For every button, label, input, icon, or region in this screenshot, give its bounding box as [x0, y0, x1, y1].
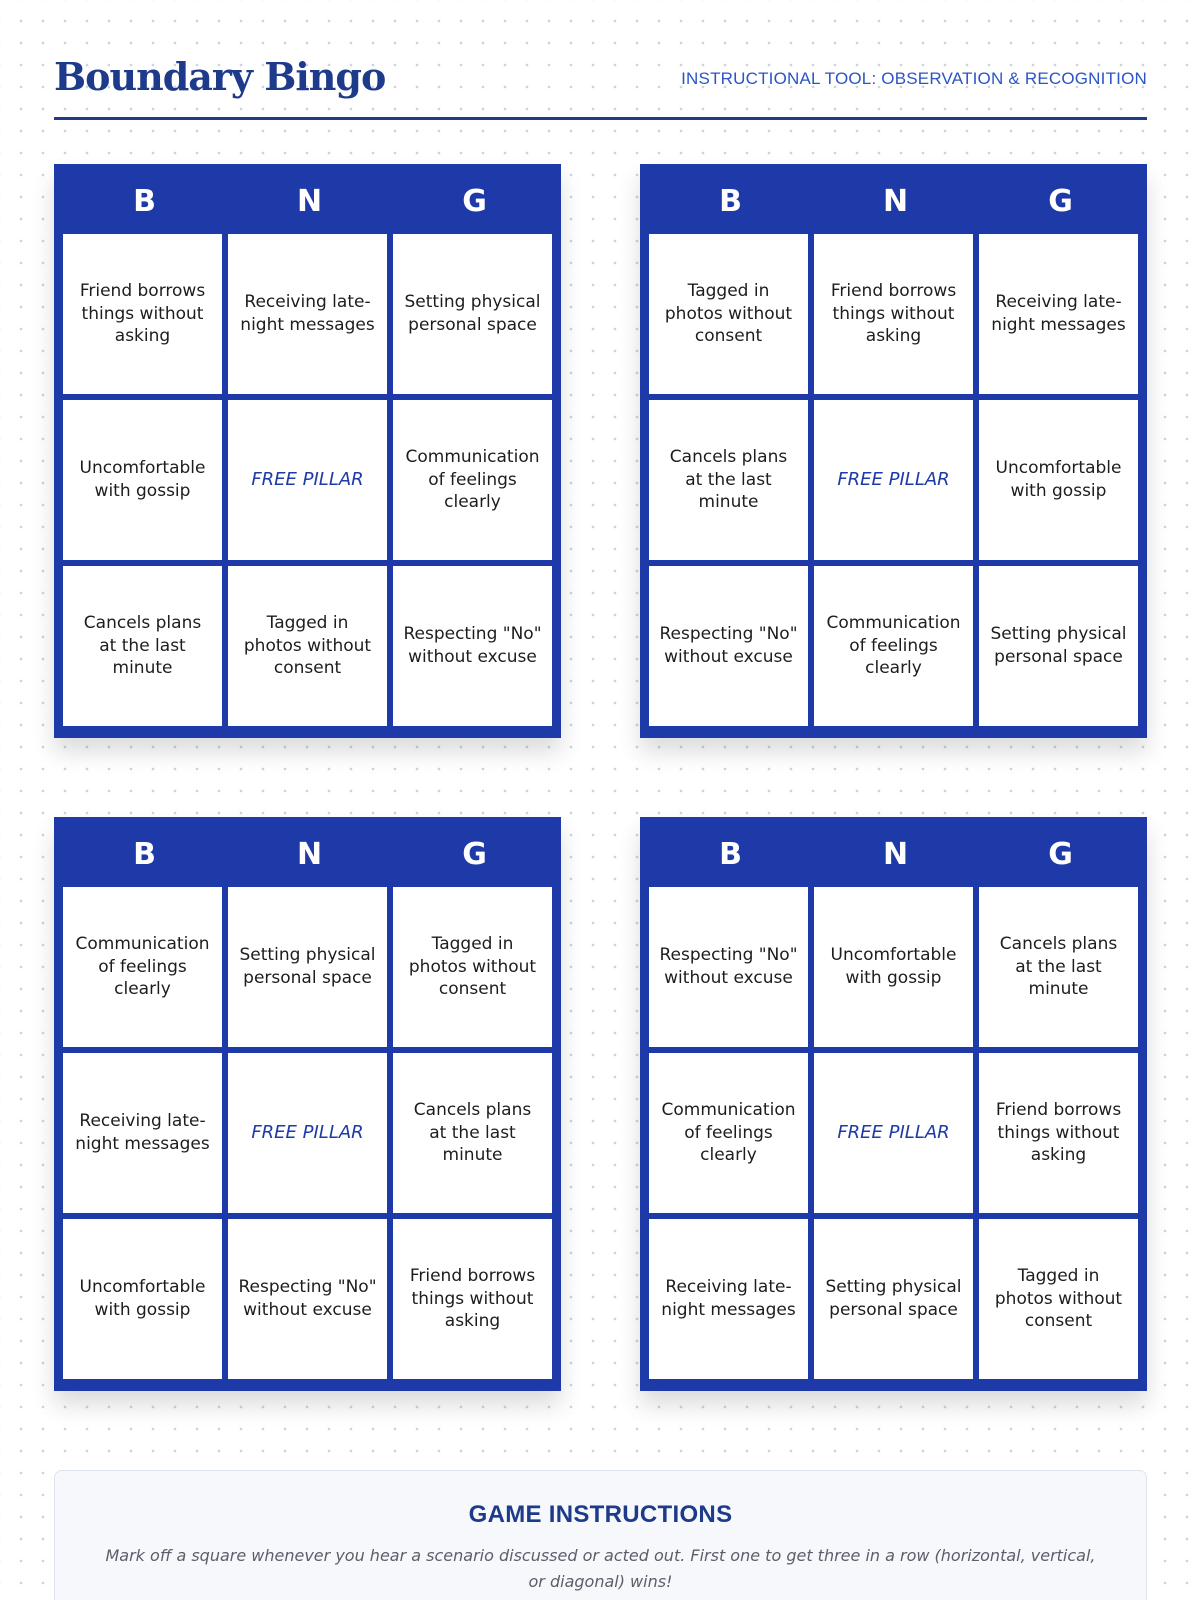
bingo-square[interactable]: Setting physical personal space: [814, 1219, 973, 1379]
bingo-square[interactable]: Cancels plans at the last minute: [393, 1053, 552, 1213]
bingo-square[interactable]: Setting physical personal space: [393, 234, 552, 394]
free-square[interactable]: FREE PILLAR: [228, 1053, 387, 1213]
bingo-square[interactable]: Communication of feelings clearly: [814, 566, 973, 726]
bingo-square[interactable]: Communication of feelings clearly: [649, 1053, 808, 1213]
free-square[interactable]: FREE PILLAR: [228, 400, 387, 560]
bingo-square[interactable]: Cancels plans at the last minute: [979, 887, 1138, 1047]
bingo-square[interactable]: Friend borrows things without asking: [63, 234, 222, 394]
bingo-card-3: [54, 817, 561, 1391]
column-header: G: [462, 183, 487, 219]
column-header: N: [882, 836, 909, 872]
page-subtitle: INSTRUCTIONAL TOOL: OBSERVATION & RECOGNITION: [681, 69, 1147, 88]
column-header: G: [462, 836, 487, 872]
free-square[interactable]: FREE PILLAR: [814, 400, 973, 560]
bingo-square[interactable]: Setting physical personal space: [979, 566, 1138, 726]
bingo-grid: [646, 887, 1141, 1379]
bingo-card-header: [646, 170, 1141, 232]
bingo-square[interactable]: Tagged in photos without consent: [979, 1219, 1138, 1379]
bingo-grid: [646, 234, 1141, 726]
bingo-grid: [60, 234, 555, 726]
bingo-square[interactable]: Receiving late-night messages: [979, 234, 1138, 394]
column-header: G: [1048, 183, 1073, 219]
bingo-square[interactable]: Receiving late-night messages: [649, 1219, 808, 1379]
bingo-square[interactable]: Receiving late-night messages: [63, 1053, 222, 1213]
bingo-card-header: [646, 823, 1141, 885]
game-instructions: [54, 1470, 1147, 1600]
page-title: Boundary Bingo: [54, 54, 386, 99]
bingo-square[interactable]: Cancels plans at the last minute: [63, 566, 222, 726]
bingo-card-header: [60, 823, 555, 885]
column-header: B: [719, 836, 742, 872]
bingo-card-header: [60, 170, 555, 232]
column-header: N: [296, 836, 323, 872]
column-header: G: [1048, 836, 1073, 872]
bingo-square[interactable]: Uncomfortable with gossip: [979, 400, 1138, 560]
bingo-square[interactable]: Receiving late-night messages: [228, 234, 387, 394]
bingo-square[interactable]: Respecting "No" without excuse: [649, 566, 808, 726]
bingo-square[interactable]: Uncomfortable with gossip: [814, 887, 973, 1047]
column-header: B: [719, 183, 742, 219]
bingo-square[interactable]: Respecting "No" without excuse: [228, 1219, 387, 1379]
bingo-square[interactable]: Friend borrows things without asking: [393, 1219, 552, 1379]
instructions-title: GAME INSTRUCTIONS: [468, 1501, 733, 1528]
bingo-square[interactable]: Cancels plans at the last minute: [649, 400, 808, 560]
bingo-square[interactable]: Setting physical personal space: [228, 887, 387, 1047]
bingo-square[interactable]: Respecting "No" without excuse: [393, 566, 552, 726]
bingo-square[interactable]: Uncomfortable with gossip: [63, 400, 222, 560]
page-header: [54, 52, 1147, 120]
bingo-square[interactable]: Tagged in photos without consent: [649, 234, 808, 394]
column-header: N: [882, 183, 909, 219]
bingo-square[interactable]: Respecting "No" without excuse: [649, 887, 808, 1047]
column-header: N: [296, 183, 323, 219]
column-header: B: [133, 836, 156, 872]
bingo-card-1: [54, 164, 561, 738]
bingo-card-4: [640, 817, 1147, 1391]
instructions-text: Mark off a square whenever you hear a scenario discussed or acted out. First one to get three in a row (horizontal, vertical, or diagonal) wins!: [105, 1546, 1096, 1592]
bingo-square[interactable]: Friend borrows things without asking: [979, 1053, 1138, 1213]
bingo-card-2: [640, 164, 1147, 738]
column-header: B: [133, 183, 156, 219]
bingo-square[interactable]: Tagged in photos without consent: [228, 566, 387, 726]
bingo-grid: [60, 887, 555, 1379]
free-square[interactable]: FREE PILLAR: [814, 1053, 973, 1213]
bingo-square[interactable]: Communication of feelings clearly: [393, 400, 552, 560]
bingo-square[interactable]: Uncomfortable with gossip: [63, 1219, 222, 1379]
bingo-square[interactable]: Friend borrows things without asking: [814, 234, 973, 394]
bingo-square[interactable]: Communication of feelings clearly: [63, 887, 222, 1047]
bingo-square[interactable]: Tagged in photos without consent: [393, 887, 552, 1047]
